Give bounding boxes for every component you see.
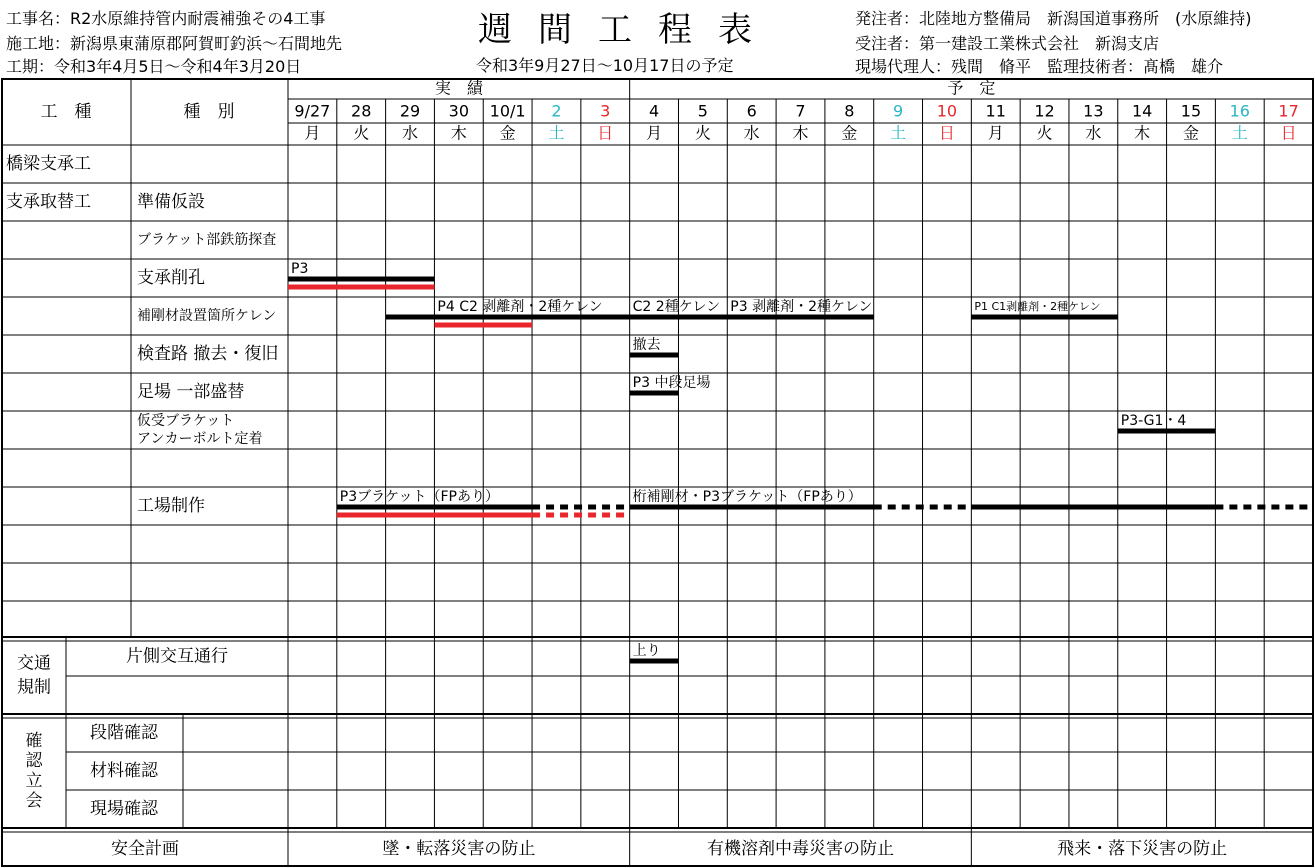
day-weekday: 日 xyxy=(1280,123,1297,143)
bar-label: P3ブラケット（FPあり） xyxy=(339,489,499,505)
column-header-kouji: 工 種 xyxy=(40,102,92,122)
traffic-label: 交通 xyxy=(17,653,51,674)
day-date: 12 xyxy=(1034,101,1055,121)
bar-label: 桁補剛材・P3ブラケット（FPあり） xyxy=(632,489,862,505)
day-weekday: 火 xyxy=(1036,123,1053,143)
day-weekday: 水 xyxy=(743,123,760,143)
actual-label: 実 績 xyxy=(434,78,483,98)
day-date: 9/27 xyxy=(294,101,331,121)
day-weekday: 木 xyxy=(792,123,809,143)
page-title: 週間工程表 xyxy=(478,10,778,50)
day-date: 10 xyxy=(936,101,958,121)
traffic-item: 片側交互通行 xyxy=(126,646,228,667)
day-weekday: 日 xyxy=(597,123,614,143)
confirm-label: 立 xyxy=(25,771,43,791)
safety-label: 安全計画 xyxy=(111,839,179,859)
day-date: 16 xyxy=(1229,101,1250,121)
day-date: 9 xyxy=(893,101,904,121)
row-shubetsu: 準備仮設 xyxy=(137,192,205,212)
page-subtitle: 令和3年9月27日～10月17日の予定 xyxy=(476,56,734,75)
bar-label: P1 C1剥離剤・2種ケレン xyxy=(974,300,1101,313)
traffic-label: 規制 xyxy=(17,677,51,698)
day-date: 5 xyxy=(697,101,708,121)
day-date: 10/1 xyxy=(489,101,526,121)
row-shubetsu: 足場 一部盛替 xyxy=(137,382,245,402)
row-shubetsu: 仮受ブラケット xyxy=(137,413,235,429)
confirm-label: 認 xyxy=(25,751,43,771)
day-weekday: 金 xyxy=(1182,123,1199,143)
header-period: 工期：令和3年4月5日～令和4年3月20日 xyxy=(6,57,302,76)
day-date: 6 xyxy=(746,101,757,121)
confirm-label: 確 xyxy=(25,731,43,751)
bar-label: P3-G1・4 xyxy=(1120,413,1187,429)
day-weekday: 月 xyxy=(987,123,1004,143)
row-shubetsu: 工場制作 xyxy=(137,496,205,516)
safety-item: 飛来・落下災害の防止 xyxy=(1057,839,1228,859)
day-date: 13 xyxy=(1083,101,1104,121)
bar-label: P3 剥離剤・2種ケレン xyxy=(730,299,873,315)
confirm-item: 段階確認 xyxy=(90,723,158,743)
day-weekday: 月 xyxy=(646,123,663,143)
bar-label: P4 C2 剥離剤・2種ケレン xyxy=(437,299,603,315)
safety-item: 有機溶剤中毒災害の防止 xyxy=(707,839,894,859)
header-managers: 現場代理人：残間 脩平 監理技術者：髙橋 雄介 xyxy=(855,57,1224,76)
bar-label: C2 2種ケレン xyxy=(632,299,721,315)
header-client: 発注者：北陸地方整備局 新潟国道事務所 (水原維持) xyxy=(855,9,1252,28)
day-weekday: 火 xyxy=(694,123,711,143)
day-weekday: 金 xyxy=(499,123,516,143)
header-site: 施工地：新潟県東蒲原郡阿賀町釣浜～石間地先 xyxy=(6,34,343,53)
day-date: 30 xyxy=(448,101,470,121)
bar-label: P3 中段足場 xyxy=(632,375,711,391)
day-date: 4 xyxy=(648,101,660,121)
row-shubetsu: ブラケット部鉄筋探査 xyxy=(137,232,277,248)
day-weekday: 木 xyxy=(450,123,467,143)
day-weekday: 土 xyxy=(1231,123,1248,143)
day-weekday: 水 xyxy=(402,123,419,143)
bar-label: 上り xyxy=(632,643,661,659)
day-date: 14 xyxy=(1131,101,1153,121)
header-contractor: 受注者：第一建設工業株式会社 新潟支店 xyxy=(855,34,1160,53)
confirm-item: 現場確認 xyxy=(90,799,158,819)
day-weekday: 土 xyxy=(548,123,565,143)
day-date: 8 xyxy=(844,101,855,121)
row-shubetsu: 検査路 撤去・復旧 xyxy=(137,344,279,364)
confirm-item: 材料確認 xyxy=(90,761,158,781)
row-kouji: 支承取替工 xyxy=(6,192,91,212)
safety-item: 墜・転落災害の防止 xyxy=(382,839,536,859)
header-project-name: 工事名：R2水原維持管内耐震補強その4工事 xyxy=(6,9,326,28)
day-weekday: 金 xyxy=(841,123,858,143)
row-kouji: 橋梁支承工 xyxy=(6,154,91,174)
day-date: 28 xyxy=(351,101,372,121)
row-shubetsu: 補剛材設置箇所ケレン xyxy=(137,308,277,324)
column-header-shubetsu: 種 別 xyxy=(183,102,235,122)
confirm-label: 会 xyxy=(25,791,43,811)
day-weekday: 火 xyxy=(353,123,370,143)
bar-label: 撤去 xyxy=(632,337,661,353)
row-shubetsu: 支承削孔 xyxy=(137,268,205,288)
day-date: 3 xyxy=(600,101,611,121)
row-shubetsu: アンカーボルト定着 xyxy=(137,431,263,447)
day-date: 2 xyxy=(551,101,562,121)
day-weekday: 土 xyxy=(890,123,907,143)
day-date: 7 xyxy=(795,101,806,121)
day-weekday: 木 xyxy=(1134,123,1151,143)
day-date: 17 xyxy=(1278,101,1299,121)
day-date: 15 xyxy=(1180,101,1202,121)
day-weekday: 月 xyxy=(304,123,321,143)
day-date: 29 xyxy=(399,101,421,121)
day-weekday: 日 xyxy=(938,123,955,143)
day-weekday: 水 xyxy=(1085,123,1102,143)
bar-label: P3 xyxy=(291,261,309,277)
plan-label: 予 定 xyxy=(947,78,996,98)
day-date: 11 xyxy=(985,101,1006,121)
